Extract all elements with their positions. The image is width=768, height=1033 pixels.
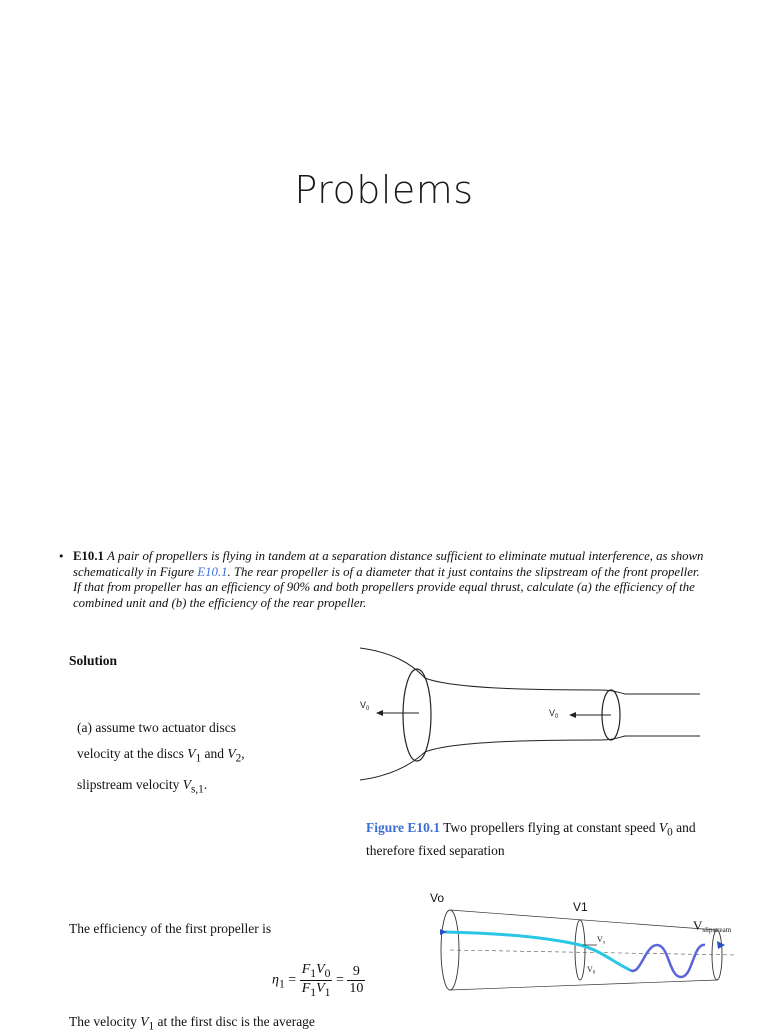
helix <box>630 945 705 977</box>
var-sub: s,1 <box>190 783 204 796</box>
line2-post: , <box>241 746 245 761</box>
var-sub: 1 <box>310 966 317 980</box>
var-v: V <box>658 820 668 835</box>
velocity-text-post: at the first disc is the average <box>154 1014 315 1029</box>
label-vx: Vx <box>597 935 606 946</box>
fraction-value <box>347 964 365 997</box>
denominator-value: 10 <box>349 980 364 996</box>
line3-post: . <box>203 776 208 792</box>
var-sub: 0 <box>324 966 331 980</box>
arrow-right-head <box>569 712 576 718</box>
label-v0-left: $V_0$ <box>360 700 370 712</box>
var-f: F <box>301 980 311 996</box>
figure-link[interactable]: E10.1 <box>197 564 228 579</box>
label-v1: V1 <box>573 900 588 914</box>
figure-slipstream-diagram <box>425 885 755 1010</box>
label-v0-small: V0 <box>587 965 596 976</box>
velocity-text <box>69 1014 315 1033</box>
front-disc <box>403 669 431 761</box>
label-vo: Vo <box>430 891 445 905</box>
label-vslipstream: Vslipstream <box>693 918 732 934</box>
var-v: V <box>316 980 325 996</box>
outlet-disc <box>712 930 722 980</box>
solution-assumptions <box>77 715 245 802</box>
var-v: V <box>316 962 325 977</box>
caption-text: Two propellers flying at constant speed <box>440 820 659 835</box>
solution-heading: Solution <box>69 653 118 668</box>
line2-text: velocity at the discs <box>77 746 188 761</box>
assumption-line-1: (a) assume two actuator discs <box>77 720 236 735</box>
problem-text-before: A pair of propellers is flying in tandem at a separation distance sufficient to eliminate mutual interference, as shown schematically in Figure <box>73 549 704 579</box>
assumption-line-3 <box>77 772 245 803</box>
var-v: V <box>227 746 236 761</box>
var-sub: 0 <box>667 826 673 839</box>
var-sub: 1 <box>324 985 331 999</box>
problem-e10-1 <box>58 549 708 611</box>
label-v0-right: $V_0$ <box>549 708 559 720</box>
problem-text-after: . The rear propeller is of a diameter that it just contains the slipstream of the front propeller. If that from propeller has an efficiency of 90% and both propellers provide equal thrust, calculate (a) the efficiency of the combined unit and (b) the efficiency of the rear propeller. <box>73 564 700 610</box>
var-sub: 2 <box>235 752 242 765</box>
caption-text-2: and therefore fixed separation <box>366 820 696 858</box>
velocity-text-pre: The velocity <box>69 1014 141 1029</box>
eta: η <box>272 972 279 988</box>
var-sub: 1 <box>195 752 202 765</box>
var-v: V <box>140 1014 149 1029</box>
numerator-value: 9 <box>347 964 365 981</box>
efficiency-text: The efficiency of the first propeller is <box>69 921 272 936</box>
efficiency-equation <box>272 962 365 999</box>
fraction-f <box>300 962 333 999</box>
equals: = <box>288 972 297 988</box>
var-sub: 1 <box>310 985 317 999</box>
var-v: V <box>182 776 191 792</box>
var-sub: 1 <box>148 1020 155 1033</box>
var-v: V <box>187 746 196 761</box>
line3-text: slipstream velocity <box>77 776 183 792</box>
slipstream-lower <box>360 736 700 780</box>
slide-title: Problems <box>294 168 474 212</box>
problem-label: E10.1 <box>73 549 104 563</box>
mid-disc <box>575 920 585 980</box>
var-f: F <box>301 962 311 977</box>
figure-e10-1-diagram <box>355 640 705 800</box>
caption-label: Figure E10.1 <box>366 820 440 835</box>
eta-sub: 1 <box>278 977 285 991</box>
outline-bottom <box>450 980 717 990</box>
slipstream-upper <box>360 648 700 694</box>
assumption-line-2 <box>77 741 245 772</box>
arrow-left-head <box>376 710 383 716</box>
inlet-arrow <box>440 929 447 935</box>
line2-and: and <box>201 746 228 761</box>
equals-2: = <box>335 972 344 988</box>
denominator <box>300 981 333 999</box>
numerator <box>300 962 333 981</box>
problem-text <box>73 549 708 611</box>
bullet: • <box>58 550 65 563</box>
figure-caption <box>366 819 726 859</box>
